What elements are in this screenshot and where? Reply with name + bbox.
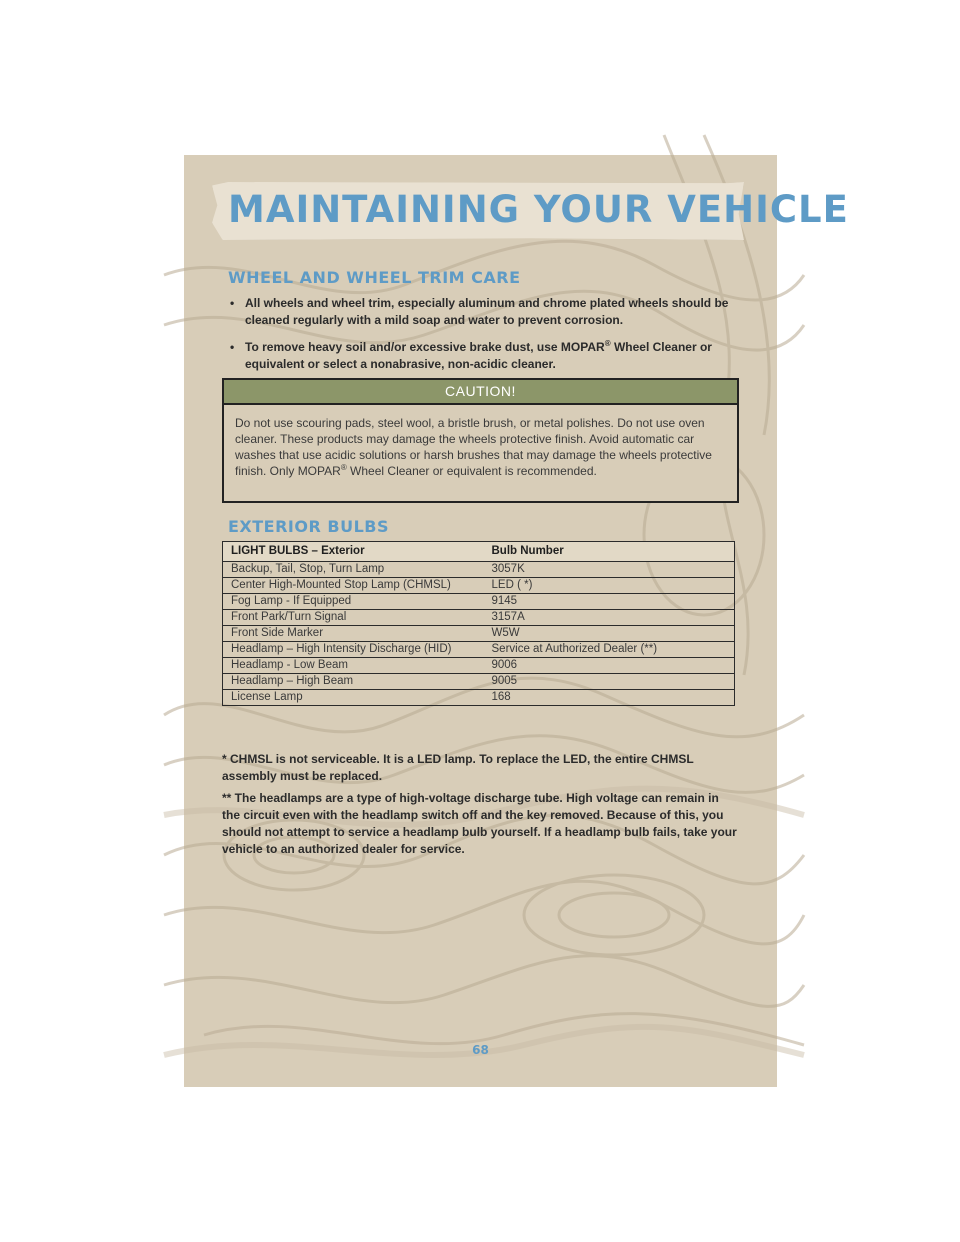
registered-mark: ® <box>604 339 611 348</box>
column-header-light-bulbs: LIGHT BULBS – Exterior <box>223 542 484 562</box>
caution-title: CAUTION! <box>224 380 737 405</box>
caution-text <box>224 405 737 479</box>
bulb-number-cell: 168 <box>484 690 735 706</box>
bulb-name-cell: Headlamp - Low Beam <box>223 658 484 674</box>
table-row <box>223 594 735 610</box>
table-row <box>223 626 735 642</box>
list-item <box>228 295 748 329</box>
manual-page <box>184 155 849 1087</box>
page-number: 68 <box>472 1043 489 1057</box>
bulb-number-cell: Service at Authorized Dealer (**) <box>484 642 735 658</box>
bulb-number-cell: 9006 <box>484 658 735 674</box>
bullet-icon: • <box>230 296 235 310</box>
table-header-row <box>223 542 735 562</box>
bulb-number-cell: W5W <box>484 626 735 642</box>
list-item <box>228 339 748 373</box>
bulb-name-cell: Headlamp – High Beam <box>223 674 484 690</box>
bullet-text: Wheel Cleaner or equivalent or select a nonabrasive, non-acidic cleaner. <box>245 340 712 371</box>
table-row <box>223 690 735 706</box>
bulb-name-cell: Front Park/Turn Signal <box>223 610 484 626</box>
column-header-bulb-number: Bulb Number <box>484 542 735 562</box>
bulb-number-cell: 9005 <box>484 674 735 690</box>
bulb-number-cell: 3157A <box>484 610 735 626</box>
exterior-bulbs-heading: EXTERIOR BULBS <box>228 517 389 536</box>
bulb-name-cell: Center High-Mounted Stop Lamp (CHMSL) <box>223 578 484 594</box>
table-row <box>223 674 735 690</box>
wheel-care-heading: WHEEL AND WHEEL TRIM CARE <box>228 268 521 287</box>
footnote-chmsl: * CHMSL is not serviceable. It is a LED lamp. To replace the LED, the entire CHMSL assembly must be replaced. <box>222 752 694 783</box>
bulb-number-cell: 3057K <box>484 562 735 578</box>
bulb-name-cell: Backup, Tail, Stop, Turn Lamp <box>223 562 484 578</box>
footnote-headlamps: ** The headlamps are a type of high-voltage discharge tube. High voltage can remain in the circuit even with the headlamp switch off and the key removed. Because of this, you should not attempt to service a headlamp bulb yourself. If a headlamp bulb fails, take your vehicle to an authorized dealer for service. <box>222 791 737 856</box>
bulb-number-cell: 9145 <box>484 594 735 610</box>
bulb-name-cell: Headlamp – High Intensity Discharge (HID) <box>223 642 484 658</box>
bullet-text: All wheels and wheel trim, especially aluminum and chrome plated wheels should be cleaned regularly with a mild soap and water to prevent corrosion. <box>245 296 729 327</box>
table-row <box>223 642 735 658</box>
page-title: MAINTAINING YOUR VEHICLE <box>228 188 849 231</box>
bullet-icon: • <box>230 340 235 354</box>
registered-mark: ® <box>340 463 347 472</box>
table-row <box>223 610 735 626</box>
wheel-care-list <box>228 295 748 383</box>
bulb-name-cell: License Lamp <box>223 690 484 706</box>
bulb-name-cell: Front Side Marker <box>223 626 484 642</box>
table-row <box>223 578 735 594</box>
page-content <box>184 155 849 1087</box>
caution-text-part: Wheel Cleaner or equivalent is recommended. <box>346 464 597 478</box>
bulb-table <box>222 541 735 706</box>
bulb-number-cell: LED ( *) <box>484 578 735 594</box>
bulb-name-cell: Fog Lamp - If Equipped <box>223 594 484 610</box>
table-row <box>223 562 735 578</box>
bullet-text: To remove heavy soil and/or excessive brake dust, use MOPAR <box>245 340 605 354</box>
caution-text-part: Do not use scouring pads, steel wool, a bristle brush, or metal polishes. Do not use oven cleaner. These products may damage the wheels protective finish. Avoid automatic car washes that use acidic solutions or harsh brushes that may damage the wheels protective finish. Only MOPAR <box>235 416 712 478</box>
table-row <box>223 658 735 674</box>
bulb-table-body <box>223 562 735 706</box>
caution-box <box>222 378 739 503</box>
